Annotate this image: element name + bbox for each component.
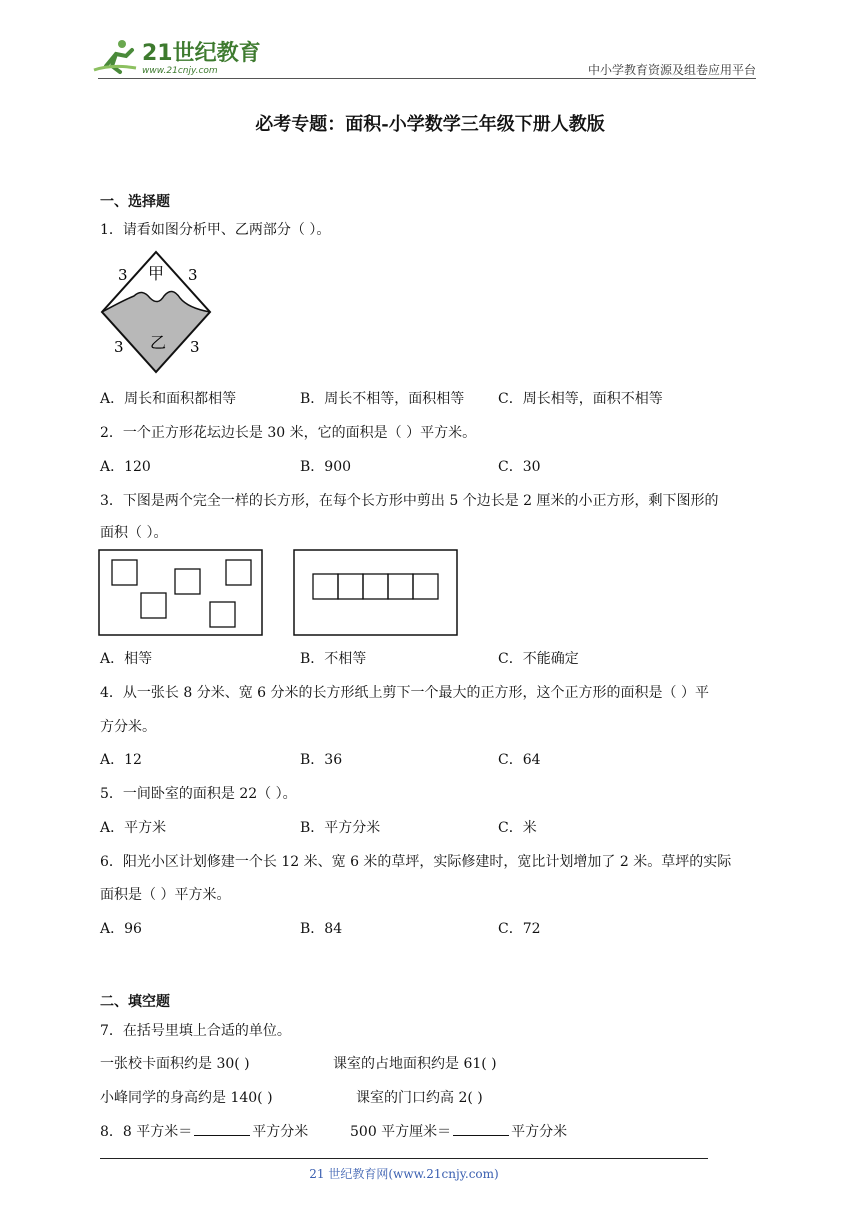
q7-line1-a: 一张校卡面积约是 30( ) [100, 1056, 250, 1072]
q8-part1-unit: 平方分米 [252, 1124, 309, 1140]
question-6-text-cont: 面积是（ ）平方米。 [100, 887, 231, 903]
q8-part1-lead: 8．8 平方米＝ [100, 1124, 193, 1140]
section-heading-fill: 二、填空题 [100, 994, 170, 1010]
q2-option-a: A．120 [100, 459, 151, 475]
question-3-text: 3．下图是两个完全一样的长方形，在每个长方形中剪出 5 个边长是 2 厘米的小正方形，剩下图形的 [100, 493, 719, 509]
q1-option-b: B．周长不相等，面积相等 [300, 391, 465, 407]
question-3-rectangle-row [293, 549, 459, 637]
figure-side-label: 3 [118, 266, 128, 284]
figure-side-label: 3 [114, 338, 124, 356]
question-5-text: 5．一间卧室的面积是 22（ ）。 [100, 786, 297, 802]
figure-side-label: 3 [188, 266, 198, 284]
question-4-text: 4．从一张长 8 分米、宽 6 分米的长方形纸上剪下一个最大的正方形，这个正方形的面积是（ ）平 [100, 685, 709, 701]
q6-option-a: A．96 [100, 921, 142, 937]
q2-option-c: C．30 [498, 459, 541, 475]
q4-option-a: A．12 [100, 752, 142, 768]
q8-blank-2 [453, 1121, 509, 1136]
question-3-rectangle-scattered [98, 549, 264, 637]
q7-line2-a: 小峰同学的身高约是 140( ) [100, 1090, 273, 1106]
figure-side-label: 3 [190, 338, 200, 356]
q3-option-c: C．不能确定 [498, 651, 579, 667]
question-1-text: 1．请看如图分析甲、乙两部分（ ）。 [100, 222, 331, 238]
q1-option-a: A．周长和面积都相等 [100, 391, 237, 407]
section-heading-choice: 一、选择题 [100, 194, 170, 210]
question-6-text: 6．阳光小区计划修建一个长 12 米、宽 6 米的草坪，实际修建时，宽比计划增加了 2 米。草坪的实际 [100, 854, 732, 870]
q4-option-b: B．36 [300, 752, 343, 768]
q7-line1-b: 课室的占地面积约是 61( ) [333, 1056, 497, 1072]
page-title: 必考专题：面积-小学数学三年级下册人教版 [255, 114, 605, 135]
figure-label-yi: 乙 [150, 333, 167, 352]
q1-option-c: C．周长相等，面积不相等 [498, 391, 663, 407]
q3-option-b: B．不相等 [300, 651, 367, 667]
question-2-text: 2．一个正方形花坛边长是 30 米，它的面积是（ ）平方米。 [100, 425, 477, 441]
runner-icon [94, 40, 136, 72]
q5-option-b: B．平方分米 [300, 820, 381, 836]
header-divider [98, 78, 756, 79]
logo-url: www.21cnjy.com [142, 66, 218, 76]
footer-divider [100, 1158, 708, 1159]
question-1-diamond-figure [98, 250, 216, 376]
q6-option-c: C．72 [498, 921, 541, 937]
q5-option-a: A．平方米 [100, 820, 167, 836]
question-4-text-cont: 方分米。 [100, 719, 156, 735]
q6-option-b: B．84 [300, 921, 343, 937]
q8-blank-1 [194, 1121, 250, 1136]
question-8-part2 [350, 1121, 567, 1141]
q7-line2-b: 课室的门口约高 2( ) [356, 1090, 483, 1106]
question-7-text: 7．在括号里填上合适的单位。 [100, 1023, 291, 1039]
site-logo [92, 36, 262, 78]
header-platform-text: 中小学教育资源及组卷应用平台 [587, 63, 756, 77]
question-8-part1 [100, 1121, 308, 1141]
q5-option-c: C．米 [498, 820, 537, 836]
figure-label-jia: 甲 [148, 264, 165, 283]
logo-text: 21世纪教育 [142, 41, 261, 66]
q4-option-c: C．64 [498, 752, 541, 768]
q2-option-b: B．900 [300, 459, 352, 475]
q8-part2-unit: 平方分米 [511, 1124, 568, 1140]
question-3-text-cont: 面积（ ）。 [100, 525, 168, 541]
q8-part2-lead: 500 平方厘米＝ [350, 1124, 452, 1140]
q3-option-a: A．相等 [100, 651, 153, 667]
footer-link[interactable]: 21 世纪教育网(www.21cnjy.com) [309, 1167, 499, 1181]
